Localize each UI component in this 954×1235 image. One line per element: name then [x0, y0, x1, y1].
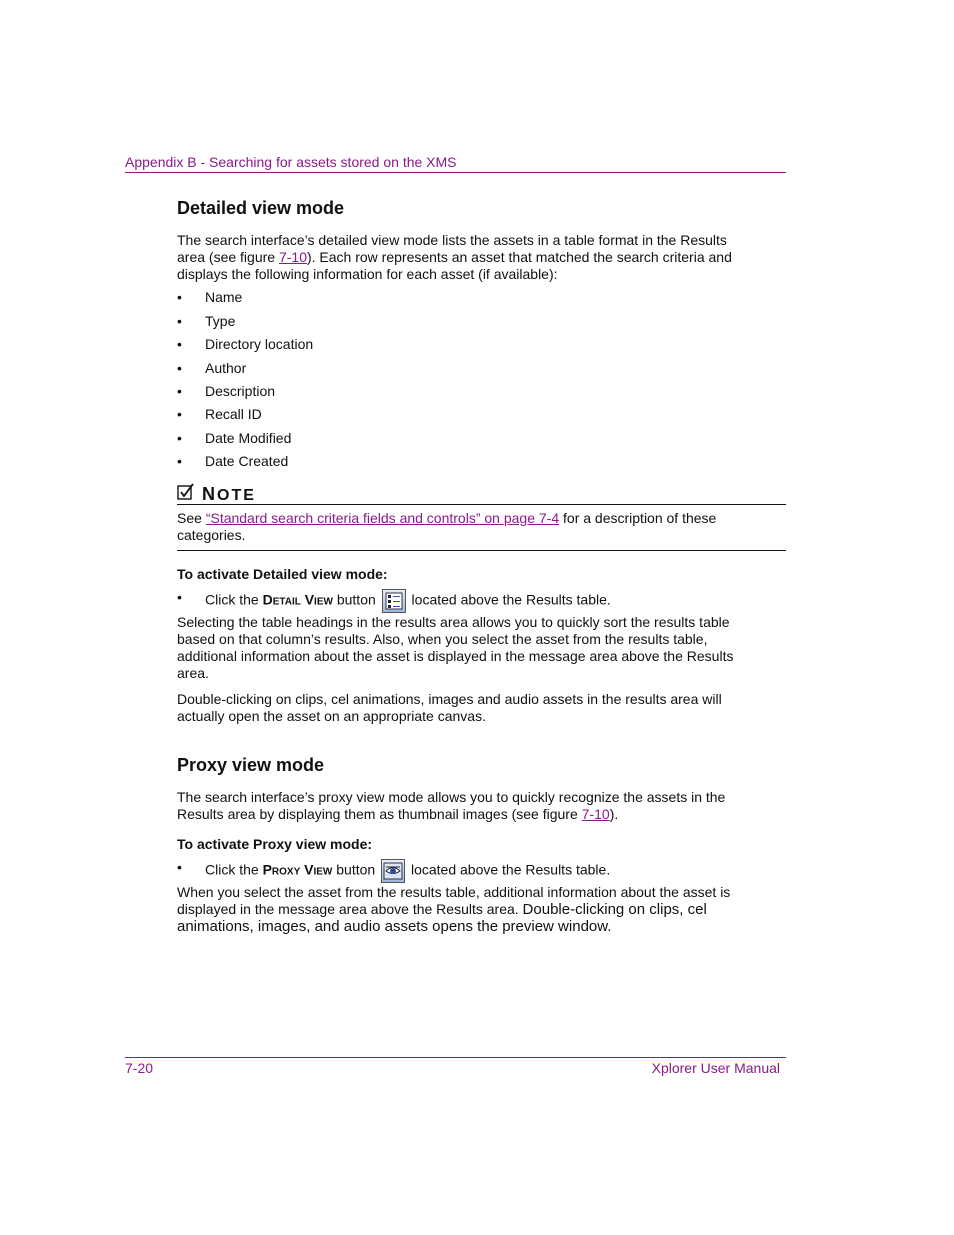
- figure-link[interactable]: 7-10: [278, 249, 307, 265]
- standard-search-link[interactable]: “Standard search criteria fields and controls” on page 7-4: [205, 510, 560, 526]
- proxy-view-icon[interactable]: [381, 859, 405, 883]
- intro-text-cont: ). Each row represents an asset that matched the search criteria and displays the following information for each asset (if available):: [177, 249, 732, 282]
- note-title: NOTE: [202, 484, 256, 504]
- header-rule: [125, 172, 786, 173]
- section-heading-detailed: Detailed view mode: [177, 198, 345, 218]
- section-heading-proxy: Proxy view mode: [177, 755, 325, 775]
- running-header: Appendix B - Searching for assets stored on the XMS: [125, 154, 457, 170]
- detail-view-icon[interactable]: [382, 589, 406, 613]
- detail-para-doubleclick: Double-clicking on clips, cel animations, images and audio assets in the results area will actually open the asset on an appropriate canvas.: [177, 691, 722, 724]
- proxy-intro: The search interface’s proxy view mode allows you to quickly recognize the assets in the Results area by displaying them as thumbnail images (see figure 7-10).: [177, 789, 726, 822]
- figure-link[interactable]: 7-10: [581, 806, 610, 822]
- proxy-activate-heading: To activate Proxy view mode:: [177, 836, 373, 852]
- intro-text: The search interface’s detailed view mode lists the assets in a table format in the Results area (see figure: [177, 232, 727, 265]
- proxy-final-para: When you select the asset from the results table, additional information about the asset is displayed in the message area above the Results area. Double-clicking on clips, cel animations, images, and audio assets opens the preview window.: [177, 884, 731, 935]
- note-top-rule: [177, 504, 786, 505]
- detail-para-sort: Selecting the table headings in the results area allows you to quickly sort the results table based on that column’s results. Also, when you select the asset from the results table, additional information about the asset is displayed in the message area above the Results area.: [177, 614, 734, 681]
- checkbox-note-icon: [177, 483, 195, 501]
- note-bottom-rule: [177, 550, 786, 551]
- footer-rule: [125, 1057, 786, 1058]
- note-body: See “Standard search criteria fields and controls” on page 7-4 for a description of these categories.: [177, 510, 717, 543]
- detailed-intro: [177, 232, 737, 283]
- detail-activate-heading: To activate Detailed view mode:: [177, 566, 388, 582]
- manual-title: Xplorer User Manual: [651, 1060, 780, 1076]
- page-number: 7-20: [125, 1060, 154, 1076]
